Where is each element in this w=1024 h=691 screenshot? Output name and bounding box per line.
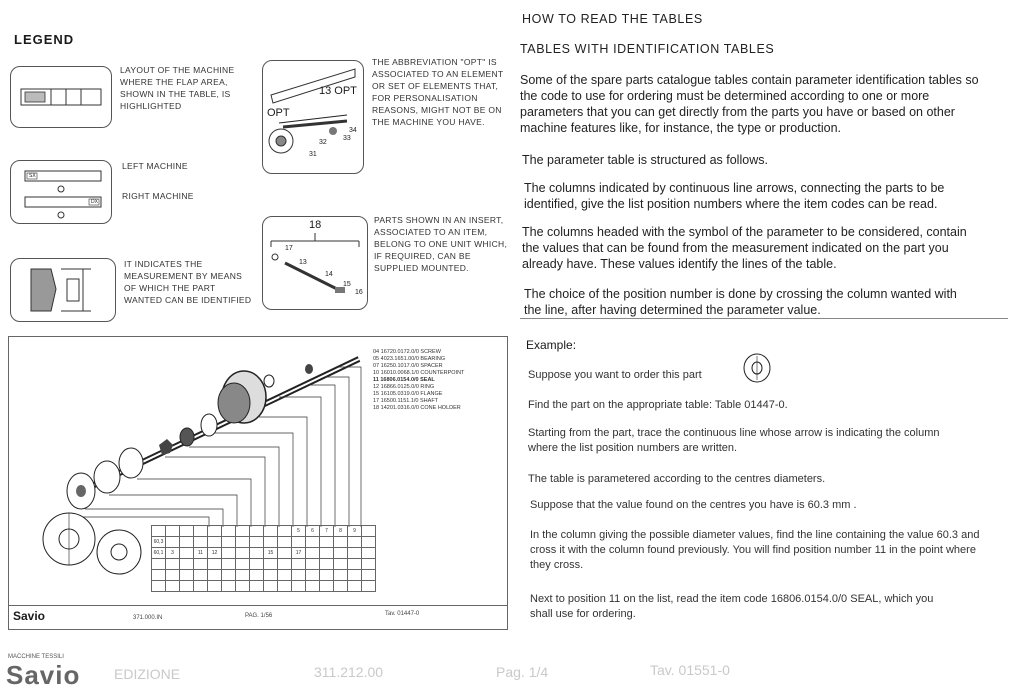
opt-num: 34 [349, 127, 357, 134]
legend-opt-text: THE ABBREVIATION "OPT" IS ASSOCIATED TO AN ELEMENT OR SET OF ELEMENTS THAT, FOR PERSONALISATION REASONS, MIGHT NOT BE ON THE MACHINE YOU HAVE. [372, 57, 504, 127]
legend-measurement-text: IT INDICATES THE MEASUREMENT BY MEANS OF WHICH THE PART WANTED CAN BE IDENTIFIED [124, 259, 252, 305]
opt-num: 31 [309, 151, 317, 158]
parts-list-row: 04 16720.0172.0/0 SCREW [373, 349, 441, 355]
part-seal-icon [742, 352, 772, 384]
parts-list-row: 15 16105.0319.0/0 FLANGE [373, 391, 443, 397]
figure-brand-logo: Savio [13, 609, 46, 623]
footer-edition: EDIZIONE [114, 666, 181, 682]
parts-list-row: 07 16250.1017.0/0 SPACER [373, 363, 443, 369]
opt-label: OPT [267, 107, 290, 119]
figure-tav: Tav. 01447-0 [385, 611, 420, 617]
insert-figure [262, 216, 368, 310]
example-step-1: Suppose you want to order this part [528, 369, 702, 381]
machine-layout-figure [10, 66, 112, 128]
example-step-5: Suppose that the value found on the centres you have is 60.3 mm . [530, 499, 857, 511]
insert-num: 18 [309, 219, 322, 231]
parts-list [373, 349, 464, 412]
left-machine-label: LEFT MACHINE [122, 161, 188, 171]
footer-code: 311.212.00 [314, 664, 384, 680]
opt-figure [262, 60, 364, 174]
structure-paragraph: The parameter table is structured as follows. [522, 153, 768, 167]
example-step-6: In the column giving the possible diameter values, find the line containing the value 60.3 and cross it with the column found previously. You will find position number 11 in the point where they cross. [530, 529, 980, 571]
columns-symbol-paragraph: The columns headed with the symbol of the parameter to be considered, contain the values that can be found from the measurement indicated on the part you already have. These values identify the lines of the table. [522, 225, 967, 271]
footer-logo-small: MACCHINE TESSILI [8, 654, 64, 660]
example-step-4: The table is parametered according to the centres diameters. [528, 473, 826, 485]
figure-code: 371.000.IN [133, 615, 163, 621]
left-right-machine-figure [10, 160, 112, 224]
example-step-2: Find the part on the appropriate table: Table 01447-0. [528, 399, 788, 411]
figure-divider [9, 605, 507, 606]
grid-row: 60,1 3 11 12 15 17 [152, 548, 376, 559]
footer-tav: Tav. 01551-0 [650, 662, 730, 678]
intro-paragraph: Some of the spare parts catalogue tables contain parameter identification tables so the code to use for ordering must be determined according to one or more parameters that you can get directly from the parts you have or based on other machine features like, for instance, the type or production. [520, 73, 979, 135]
legend-layout-text: LAYOUT OF THE MACHINE WHERE THE FLAP AREA, SHOWN IN THE TABLE, IS HIGHLIGHTED [120, 65, 235, 111]
grid-row [152, 581, 376, 592]
example-title: Example: [526, 338, 577, 352]
insert-num: 16 [355, 289, 363, 296]
grid-row: 60,3 [152, 537, 376, 548]
page-footer [0, 654, 1024, 690]
parts-list-row-highlight: 11 16806.0154.0/0 SEAL [373, 377, 435, 383]
footer-logo: Savio [6, 660, 81, 690]
grid-row [152, 570, 376, 581]
right-machine-label: RIGHT MACHINE [122, 191, 194, 201]
parts-list-row: 17 16500.1151.1/0 SHAFT [373, 398, 439, 404]
insert-num: 14 [325, 271, 333, 278]
columns-arrows-paragraph: The columns indicated by continuous line arrows, connecting the parts to be identified, give the list position numbers where the item codes can be read. [524, 181, 945, 211]
legend-title: LEGEND [14, 32, 75, 47]
grid-row [152, 559, 376, 570]
figure-page: PAG. 1/56 [245, 613, 273, 619]
example-step-3: Starting from the part, trace the continuous line whose arrow is indicating the column where the list position numbers are written. [528, 427, 940, 454]
opt-num: 32 [319, 139, 327, 146]
parts-list-row: 12 16866.0125.0/0 RING [373, 384, 435, 390]
parts-list-row: 05 4023.1651.00/0 BEARING [373, 356, 446, 362]
section-subtitle: TABLES WITH IDENTIFICATION TABLES [520, 42, 775, 56]
measurement-figure [10, 258, 116, 322]
example-step-7: Next to position 11 on the list, read the item code 16806.0154.0/0 SEAL, which you shall use for ordering. [530, 593, 934, 620]
insert-num: 17 [285, 245, 293, 252]
right-tag: DX [91, 199, 98, 205]
grid-header-row: 5 6 7 8 9 [152, 526, 376, 537]
footer-page: Pag. 1/4 [496, 664, 549, 680]
left-tag: SX [29, 173, 36, 179]
opt-13-label: 13 OPT [319, 85, 357, 97]
section-divider [520, 318, 1008, 319]
page-title: HOW TO READ THE TABLES [522, 12, 703, 26]
choice-paragraph: The choice of the position number is done by crossing the column wanted with the line, after having determined the parameter value. [524, 287, 957, 317]
parts-list-row: 18 14201.0316.0/0 CONE HOLDER [373, 405, 461, 411]
legend-insert-text: PARTS SHOWN IN AN INSERT, ASSOCIATED TO AN ITEM, BELONG TO ONE UNIT WHICH, IF REQUIRED, CAN BE SUPPLIED MOUNTED. [374, 215, 508, 273]
parts-list-row: 10 16010.0068.1/0 COUNTERPOINT [373, 370, 465, 376]
insert-num: 15 [343, 281, 351, 288]
example-table-figure [8, 336, 508, 630]
opt-num: 33 [343, 135, 351, 142]
insert-num: 13 [299, 259, 307, 266]
parameter-grid [151, 525, 376, 592]
